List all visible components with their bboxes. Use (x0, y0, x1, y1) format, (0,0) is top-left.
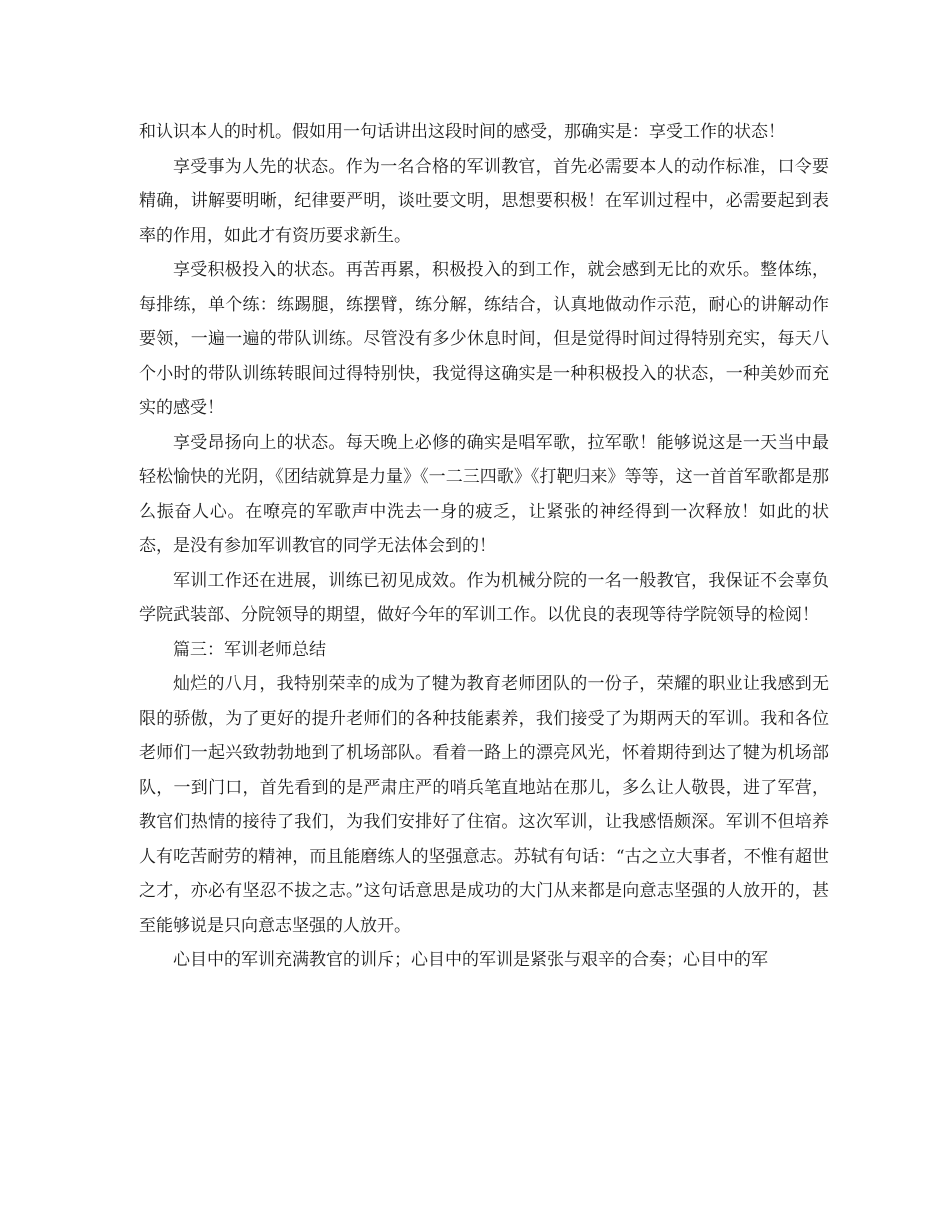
paragraph-2: 享受事为人先的状态。作为一名合格的军训教官，首先必需要本人的动作标准，口令要精确，讲解要明晰，纪律要严明，谈吐要文明，思想要积极！在军训过程中，必需要起到表率的作用，如此才有资历要求新生。 (139, 156, 829, 246)
paragraph-6: 灿烂的八月，我特别荣幸的成为了犍为教育老师团队的一份子，荣耀的职业让我感到无限的骄傲，为了更好的提升老师们的各种技能素养，我们接受了为期两天的军训。我和各位老师们一起兴致勃勃地到了机场部队。看着一路上的漂亮风光，怀着期待到达了犍为机场部队，一到门口，首先看到的是严肃庄严的哨兵笔直地站在那儿，多么让人敬畏，进了军营，教官们热情的接待了我们，为我们安排好了住宿。这次军训，让我感悟颇深。军训不但培养人有吃苦耐劳的精神，而且能磨练人的坚强意志。苏轼有句话：“古之立大事者，不惟有超世之才，亦必有坚忍不拔之志。”这句话意思是成功的大门从来都是向意志坚强的人放开的，甚至能够说是只向意志坚强的人放开。 (139, 674, 829, 936)
paragraph-4: 享受昂扬向上的状态。每天晚上必修的确实是唱军歌，拉军歌！能够说这是一天当中最轻松愉快的光阴，《团结就算是力量》《一二三四歌》《打靶归来》等等，这一首首军歌都是那么振奋人心。在嘹亮的军歌声中洗去一身的疲乏，让紧张的神经得到一次释放！如此的状态，是没有参加军训教官的同学无法体会到的！ (139, 432, 829, 556)
section-heading: 篇三：军训老师总结 (173, 639, 326, 660)
document-body (139, 115, 829, 978)
paragraph-7: 心目中的军训充满教官的训斥；心目中的军训是紧张与艰辛的合奏；心目中的军 (173, 950, 768, 970)
paragraph-1: 和认识本人的时机。假如用一句话讲出这段时间的感受，那确实是：享受工作的状态！ (139, 122, 785, 142)
paragraph-3: 享受积极投入的状态。再苦再累，积极投入的到工作，就会感到无比的欢乐。整体练，每排练，单个练：练踢腿，练摆臂，练分解，练结合，认真地做动作示范，耐心的讲解动作要领，一遍一遍的带队训练。尽管没有多少休息时间，但是觉得时间过得特别充实，每天八个小时的带队训练转眼间过得特别快，我觉得这确实是一种积极投入的状态，一种美妙而充实的感受！ (139, 260, 829, 418)
paragraph-5: 军训工作还在进展，训练已初见成效。作为机械分院的一名一般教官，我保证不会辜负学院武装部、分院领导的期望，做好今年的军训工作。以优良的表现等待学院领导的检阅！ (139, 570, 829, 625)
